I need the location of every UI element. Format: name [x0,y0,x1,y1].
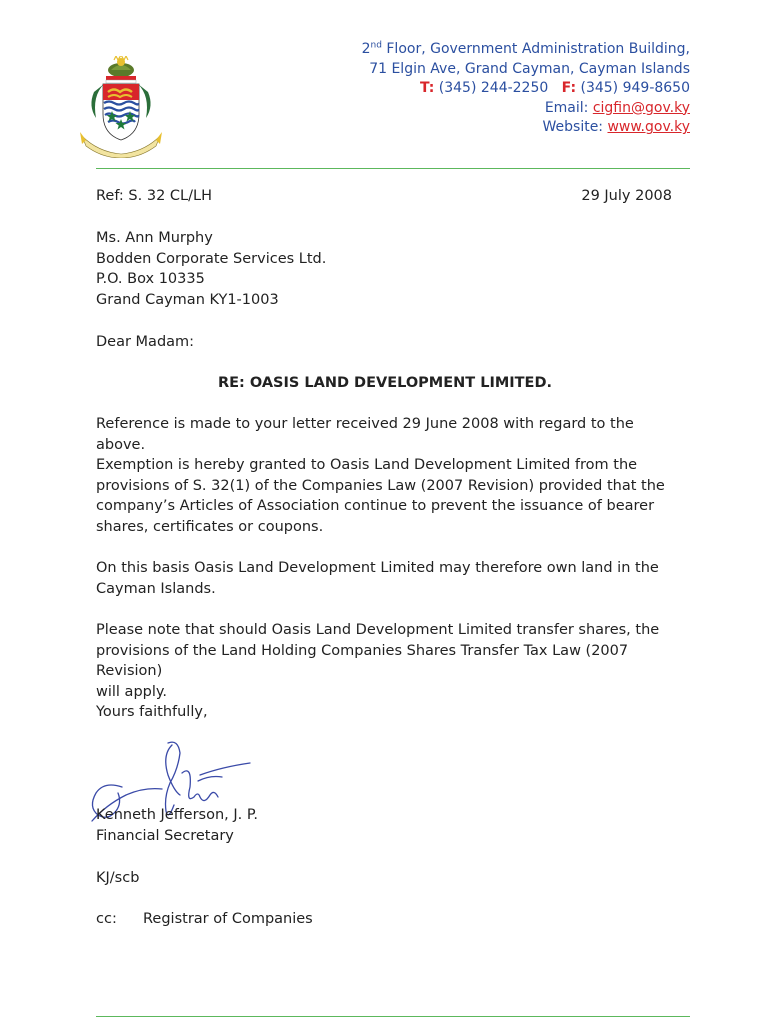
recipient-address [96,228,326,310]
phone-fax-line [362,79,690,99]
email-line: Email: cigfin@gov.ky [544,99,690,116]
reference: Ref: S. 32 CL/LH [96,188,212,204]
tel-label: T: [419,80,435,97]
fax-label: F: [561,80,577,97]
recipient-line: P.O. Box 10335 [96,271,205,288]
reference-initials: KJ/scb [96,870,140,886]
recipient-line: Bodden Corporate Services Ltd. [96,250,327,267]
closing: Yours faithfully, [96,704,208,720]
address-line-2: 71 Elgin Ave, Grand Cayman, Cayman Islands [369,60,690,77]
cc-value: Registrar of Companies [143,911,313,927]
paragraph-3: On this basis Oasis Land Development Limited may therefore own land in the Cayman Islands. [96,560,659,597]
signer-title: Financial Secretary [96,827,234,844]
website-line: Website: www.gov.ky [542,119,690,136]
coat-of-arms-icon [78,56,164,158]
footer-divider [96,1016,690,1017]
paragraph-4: Please note that should Oasis Land Development Limited transfer shares, the provisions of the Land Holding Companies Shares Transfer Tax Law (2007 Revision) will apply. [96,622,660,700]
paragraph-1: Reference is made to your letter received 29 June 2008 with regard to the above. [96,416,634,453]
address-line-1: 2nd Floor, Government Administration Building, [361,40,690,57]
header-divider [96,168,690,169]
recipient-line: Ms. Ann Murphy [96,230,213,246]
email-link[interactable]: cigfin@gov.ky [592,99,690,116]
recipient-line: Grand Cayman KY1-1003 [96,291,279,308]
subject-line: RE: OASIS LAND DEVELOPMENT LIMITED. [217,375,553,391]
tel-value: (345) 244-2250 [434,80,549,97]
signer-block [96,805,258,846]
fax-value: (345) 949-8650 [576,80,690,97]
signer-name: Kenneth Jefferson, J. P. [96,807,258,823]
cc-line [96,909,313,930]
salutation: Dear Madam: [96,334,195,350]
cc-label: cc: [96,911,117,927]
letterhead-contact [362,40,690,138]
paragraph-2: Exemption is hereby granted to Oasis Land Development Limited from the provisions of S. 32(1) of the Companies Law (2007 Revision) provided that the company’s Articles of Association continue to prevent the issuance of bearer shares, certificates or coupons. [96,457,665,535]
website-link[interactable]: www.gov.ky [607,119,690,136]
letter-date: 29 July 2008 [581,188,672,204]
